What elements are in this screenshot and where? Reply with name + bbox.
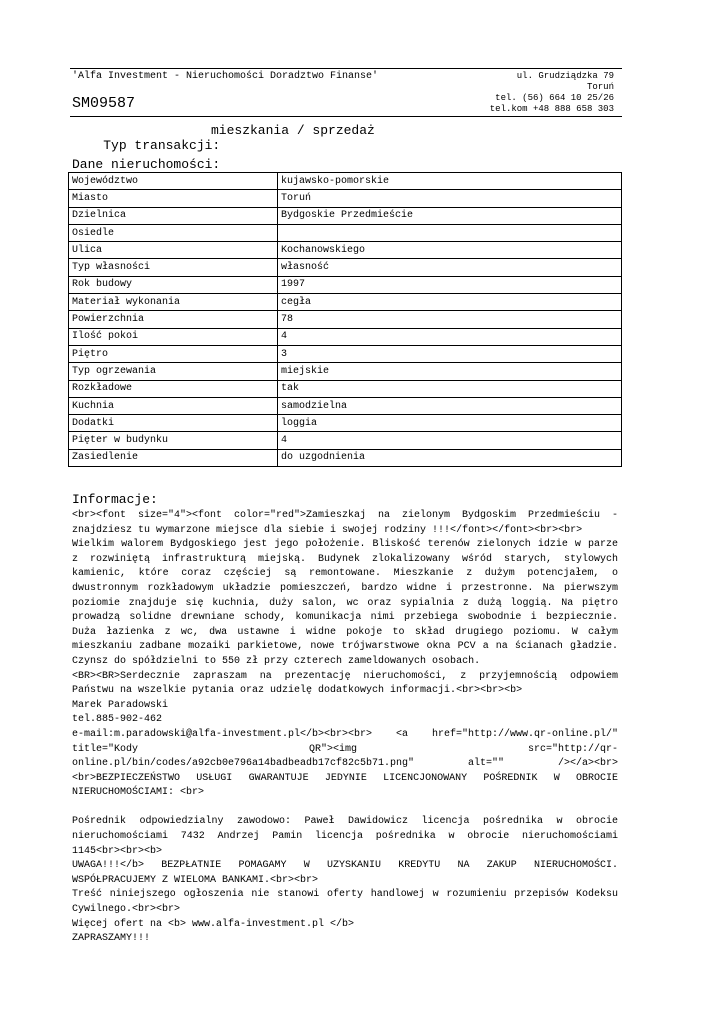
table-row: [69, 449, 622, 466]
table-row: [69, 224, 622, 241]
property-value: Toruń: [278, 190, 622, 207]
table-row: [69, 173, 622, 190]
property-key: Zasiedlenie: [69, 449, 278, 466]
property-value: samodzielna: [278, 397, 622, 414]
table-row: [69, 415, 622, 432]
info-paragraph: Więcej ofert na <b> www.alfa-investment.pl </b>: [72, 918, 355, 930]
property-key: Dodatki: [69, 415, 278, 432]
property-value: loggia: [278, 415, 622, 432]
info-paragraph: <br><font size="4"><font color="red">Zamieszkaj na zielonym Bydgoskim Przedmieściu - znajdziesz tu wymarzone miejsce dla siebie i swojej rodziny !!!</font></font><br><br>: [72, 510, 618, 536]
info-paragraph: UWAGA!!!</b> BEZPŁATNIE POMAGAMY W UZYSKANIU KREDYTU NA ZAKUP NIERUCHOMOŚCI. WSPÓŁPRACUJEMY Z WIELOMA BANKAMI.<br><br>: [72, 860, 618, 886]
table-row: [69, 397, 622, 414]
property-key: Osiedle: [69, 224, 278, 241]
table-row: [69, 294, 622, 311]
table-row: [69, 276, 622, 293]
property-key: Dzielnica: [69, 207, 278, 224]
info-paragraph: tel.885-902-462: [72, 714, 163, 726]
contact-address: ul. Grudziądzka 79: [516, 71, 614, 81]
property-value: do uzgodnienia: [278, 449, 622, 466]
property-key: Pięter w budynku: [69, 432, 278, 449]
property-key: Rozkładowe: [69, 380, 278, 397]
listing-id: SM09587: [72, 95, 136, 112]
info-section-title: Informacje:: [72, 492, 158, 507]
contact-phone: tel. (56) 664 10 25/26: [495, 93, 614, 103]
property-key: Ulica: [69, 242, 278, 259]
property-value: Kochanowskiego: [278, 242, 622, 259]
header-bottom-rule: [70, 116, 622, 117]
property-value: 78: [278, 311, 622, 328]
property-value: tak: [278, 380, 622, 397]
property-key: Ilość pokoi: [69, 328, 278, 345]
property-value: cegła: [278, 294, 622, 311]
property-value: miejskie: [278, 363, 622, 380]
info-paragraph: [72, 801, 618, 816]
property-key: Kuchnia: [69, 397, 278, 414]
property-key: Materiał wykonania: [69, 294, 278, 311]
property-key: Powierzchnia: [69, 311, 278, 328]
property-key: Miasto: [69, 190, 278, 207]
property-value: 4: [278, 328, 622, 345]
table-row: [69, 380, 622, 397]
info-paragraph: <BR><BR>Serdecznie zapraszam na prezentację nieruchomości, z przyjemnością odpowiem Państwu na wszelkie pytania oraz udzielę dodatkowych informacji.<br><br><b>: [72, 670, 618, 697]
contact-city: Toruń: [586, 82, 614, 92]
info-paragraph: e-mail:m.paradowski@alfa-investment.pl</b><br><br> <a href="http://www.qr-online.pl/" title="Kody QR"><img src="http://qr-online.pl/bin/codes/a92cb0e796a14badbeadb17cf82c5b71.png" alt="" /></a><br><br>BEZPIECZEŃSTWO USŁUGI GWARANTUJE JEDYNIE LICENCJONOWANY POŚREDNIK W OBROCIE NIERUCHOMOŚCIAMI: <br>: [72, 728, 618, 799]
info-paragraph: Wielkim walorem Bydgoskiego jest jego położenie. Bliskość terenów zielonych idzie w parze z rozwiniętą infrastrukturą miejską. Budynek zlokalizowany wśród starych, stylowych kamienic, które coraz częściej są remontowane. Mieszkanie z dużym potencjałem, o dwustronnym rozkładowym układzie pomieszczeń, bardzo widne i przestronne. Na pierwszym poziomie znajduje się kuchnia, duży salon, wc oraz sypialnia z dużą loggią. Na piętro prowadzą solidne drewniane schody, komunikacja nimi przebiega swobodnie i bezpiecznie. Duża łazienka z wc, dwa ustawne i widne pokoje to skład drugiego poziomu. W całym mieszkaniu zadbane mozaiki parkietowe, nowe trójwarstwowe okna PCV a na ścianach gładzie. Czynsz do spółdzielni to 550 zł przy czterech zameldowanych osobach.: [72, 539, 618, 667]
property-value: Bydgoskie Przedmieście: [278, 207, 622, 224]
info-paragraph: ZAPRASZAMY!!!: [72, 933, 151, 945]
info-paragraph: Pośrednik odpowiedzialny zawodowo: Paweł Dawidowicz licencja pośrednika w obrocie nieruchomościami 7432 Andrzej Pamin licencja pośrednika w obrocie nieruchomościami 1145<br><br><b>: [72, 816, 618, 857]
table-row: [69, 363, 622, 380]
table-row: [69, 190, 622, 207]
property-value: własność: [278, 259, 622, 276]
property-key: Typ ogrzewania: [69, 363, 278, 380]
header-top-rule: [70, 68, 622, 69]
table-row: [69, 259, 622, 276]
property-value: [278, 224, 622, 241]
table-row: [69, 242, 622, 259]
table-row: [69, 328, 622, 345]
table-row: [69, 311, 622, 328]
info-text: [72, 509, 618, 947]
property-key: Województwo: [69, 173, 278, 190]
property-table: [68, 172, 622, 467]
property-key: Piętro: [69, 345, 278, 362]
property-value: 1997: [278, 276, 622, 293]
table-row: [69, 207, 622, 224]
property-value: 3: [278, 345, 622, 362]
property-value: kujawsko-pomorskie: [278, 173, 622, 190]
property-value: 4: [278, 432, 622, 449]
info-paragraph: Marek Paradowski: [72, 699, 169, 711]
property-key: Rok budowy: [69, 276, 278, 293]
info-paragraph: Treść niniejszego ogłoszenia nie stanowi oferty handlowej w rozumieniu przepisów Kodeksu Cywilnego.<br><br>: [72, 889, 618, 916]
company-name: 'Alfa Investment - Nieruchomości Doradztwo Finanse': [72, 71, 379, 82]
contact-block: [490, 71, 614, 115]
table-row: [69, 432, 622, 449]
table-row: [69, 345, 622, 362]
property-section-title: Dane nieruchomości:: [72, 157, 221, 172]
contact-mobile: tel.kom +48 888 658 303: [489, 104, 614, 114]
property-key: Typ własności: [69, 259, 278, 276]
transaction-label: Typ transakcji:: [103, 138, 221, 153]
transaction-value: mieszkania / sprzedaż: [211, 123, 375, 138]
